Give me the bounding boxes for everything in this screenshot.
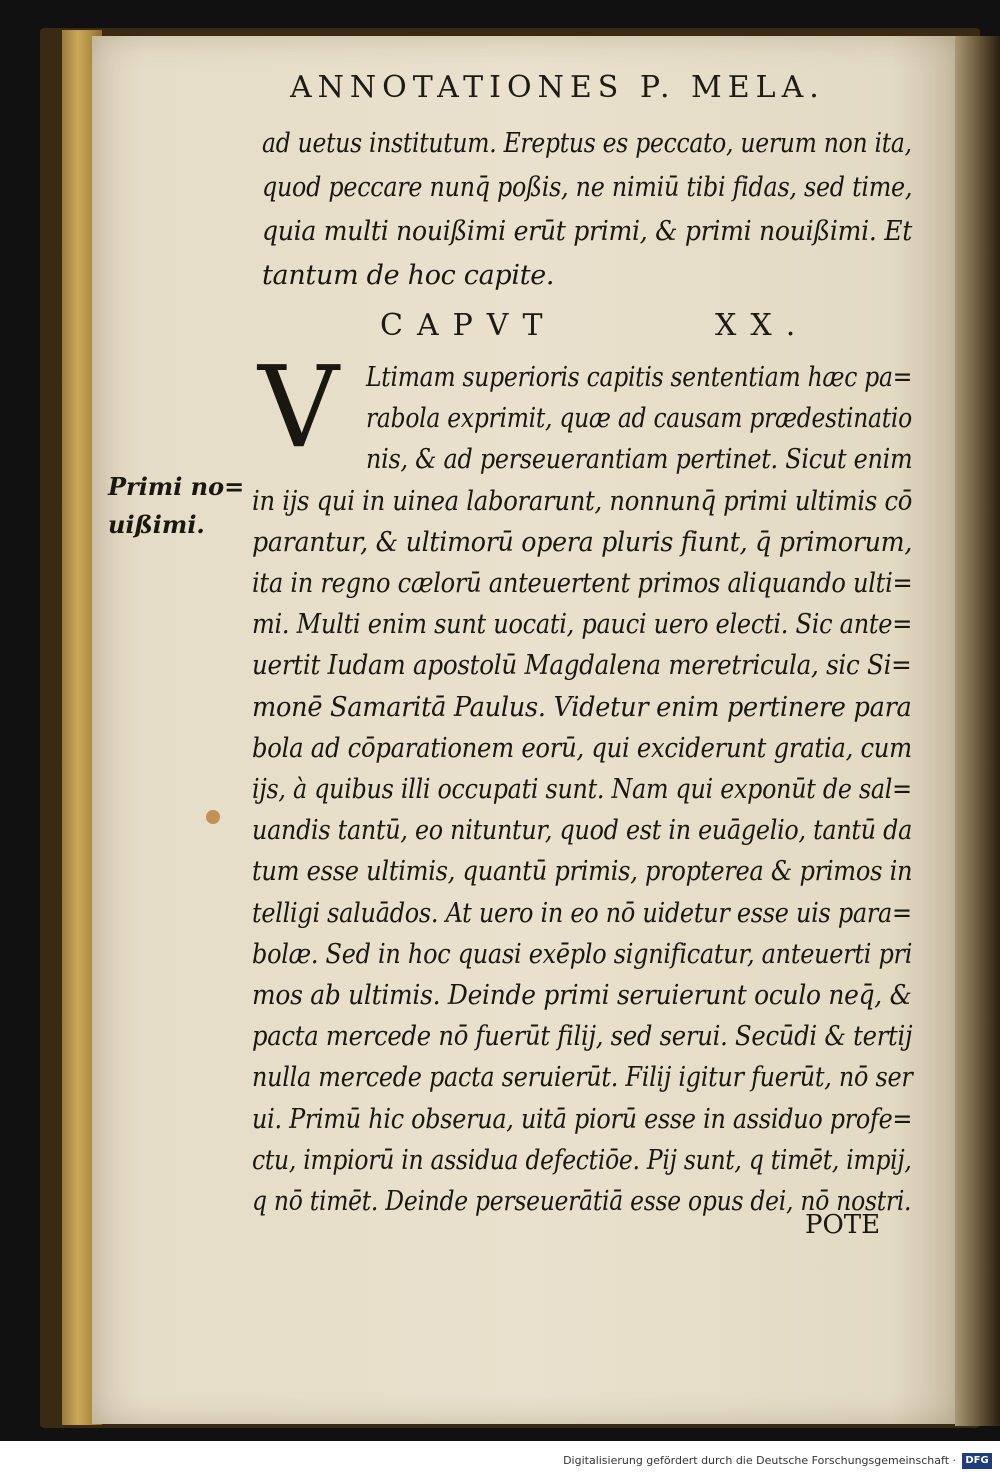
marginal-note-line: uißimi. bbox=[108, 510, 205, 539]
drop-cap: V bbox=[258, 343, 339, 473]
text-line: ijs, à quibus illi occupati sunt. Nam qui exponūt de sal= bbox=[252, 774, 912, 805]
dfg-logo: DFG bbox=[962, 1453, 992, 1469]
catchword: POTE bbox=[805, 1210, 881, 1240]
paper-stain bbox=[206, 810, 220, 824]
digitization-footer bbox=[0, 1441, 1000, 1475]
chapter-heading bbox=[380, 308, 860, 343]
text-line: ctu, impiorū in assidua defectiōe. Pij sunt, q timēt, impij, bbox=[252, 1144, 912, 1176]
text-line: quod peccare nunq̄ poßis, ne nimiū tibi fidas, sed time, bbox=[262, 172, 913, 203]
text-line: bola ad cōparationem eorū, qui exciderunt gratia, cum bbox=[252, 732, 912, 764]
text-line: bolæ. Sed in hoc quasi exēplo significatur, anteuerti pri bbox=[252, 938, 913, 970]
text-line: telligi saluādos. At uero in eo nō uidetur esse uis para= bbox=[252, 897, 912, 929]
text-line: ita in regno cælorū anteuertent primos aliquando ulti= bbox=[252, 568, 913, 599]
text-line: parantur, & ultimorū opera pluris fiunt, q̄ primorum, bbox=[252, 526, 913, 558]
running-head: ANNOTATIONES P. MELA. bbox=[290, 70, 825, 105]
text-line: monē Samaritā Paulus. Videtur enim pertinere para bbox=[252, 691, 912, 723]
text-line: nis, & ad perseuerantiam pertinet. Sicut enim bbox=[366, 444, 913, 476]
text-line: tantum de hoc capite. bbox=[262, 260, 555, 291]
text-line: quia multi nouißimi erūt primi, & primi nouißimi. Et bbox=[262, 216, 913, 247]
text-line: uertit Iudam apostolū Magdalena meretricula, sic Si= bbox=[252, 650, 912, 682]
page-edges-right bbox=[955, 36, 1000, 1426]
text-line: ad uetus institutum. Ereptus es peccato, uerum non ita, bbox=[262, 128, 912, 159]
text-line: uandis tantū, eo nituntur, quod est in euāgelio, tantū da bbox=[252, 815, 913, 847]
text-line: q nō timēt. Deinde perseuerātiā esse opus dei, nō nostri. bbox=[252, 1186, 912, 1217]
text-line: nulla mercede pacta seruierūt. Filij igitur fuerūt, nō ser bbox=[252, 1062, 913, 1094]
chapter-word: CAPVT bbox=[380, 308, 557, 343]
text-line: rabola exprimit, quæ ad causam prædestinatio bbox=[366, 403, 912, 435]
text-line: ui. Primū hic obserua, uitā piorū esse in assiduo profe= bbox=[252, 1103, 913, 1135]
chapter-number: XX. bbox=[715, 308, 810, 343]
funding-credit: Digitalisierung gefördert durch die Deutsche Forschungsgemeinschaft · bbox=[563, 1454, 956, 1467]
text-line: tum esse ultimis, quantū primis, propterea & primos in bbox=[252, 856, 913, 888]
text-line: pacta mercede nō fuerūt filij, sed serui. Secūdi & tertij bbox=[252, 1021, 913, 1053]
text-line: mi. Multi enim sunt uocati, pauci uero electi. Sic ante= bbox=[252, 609, 913, 641]
text-line: Ltimam superioris capitis sententiam hæc pa= bbox=[366, 362, 913, 393]
text-line: in ijs qui in uinea laborarunt, nonnunq̄ primi ultimis cō bbox=[252, 485, 913, 517]
text-line: mos ab ultimis. Deinde primi seruierunt oculo neq̄, & bbox=[252, 980, 912, 1011]
marginal-note-line: Primi no= bbox=[108, 472, 245, 501]
marginal-note bbox=[108, 468, 244, 544]
